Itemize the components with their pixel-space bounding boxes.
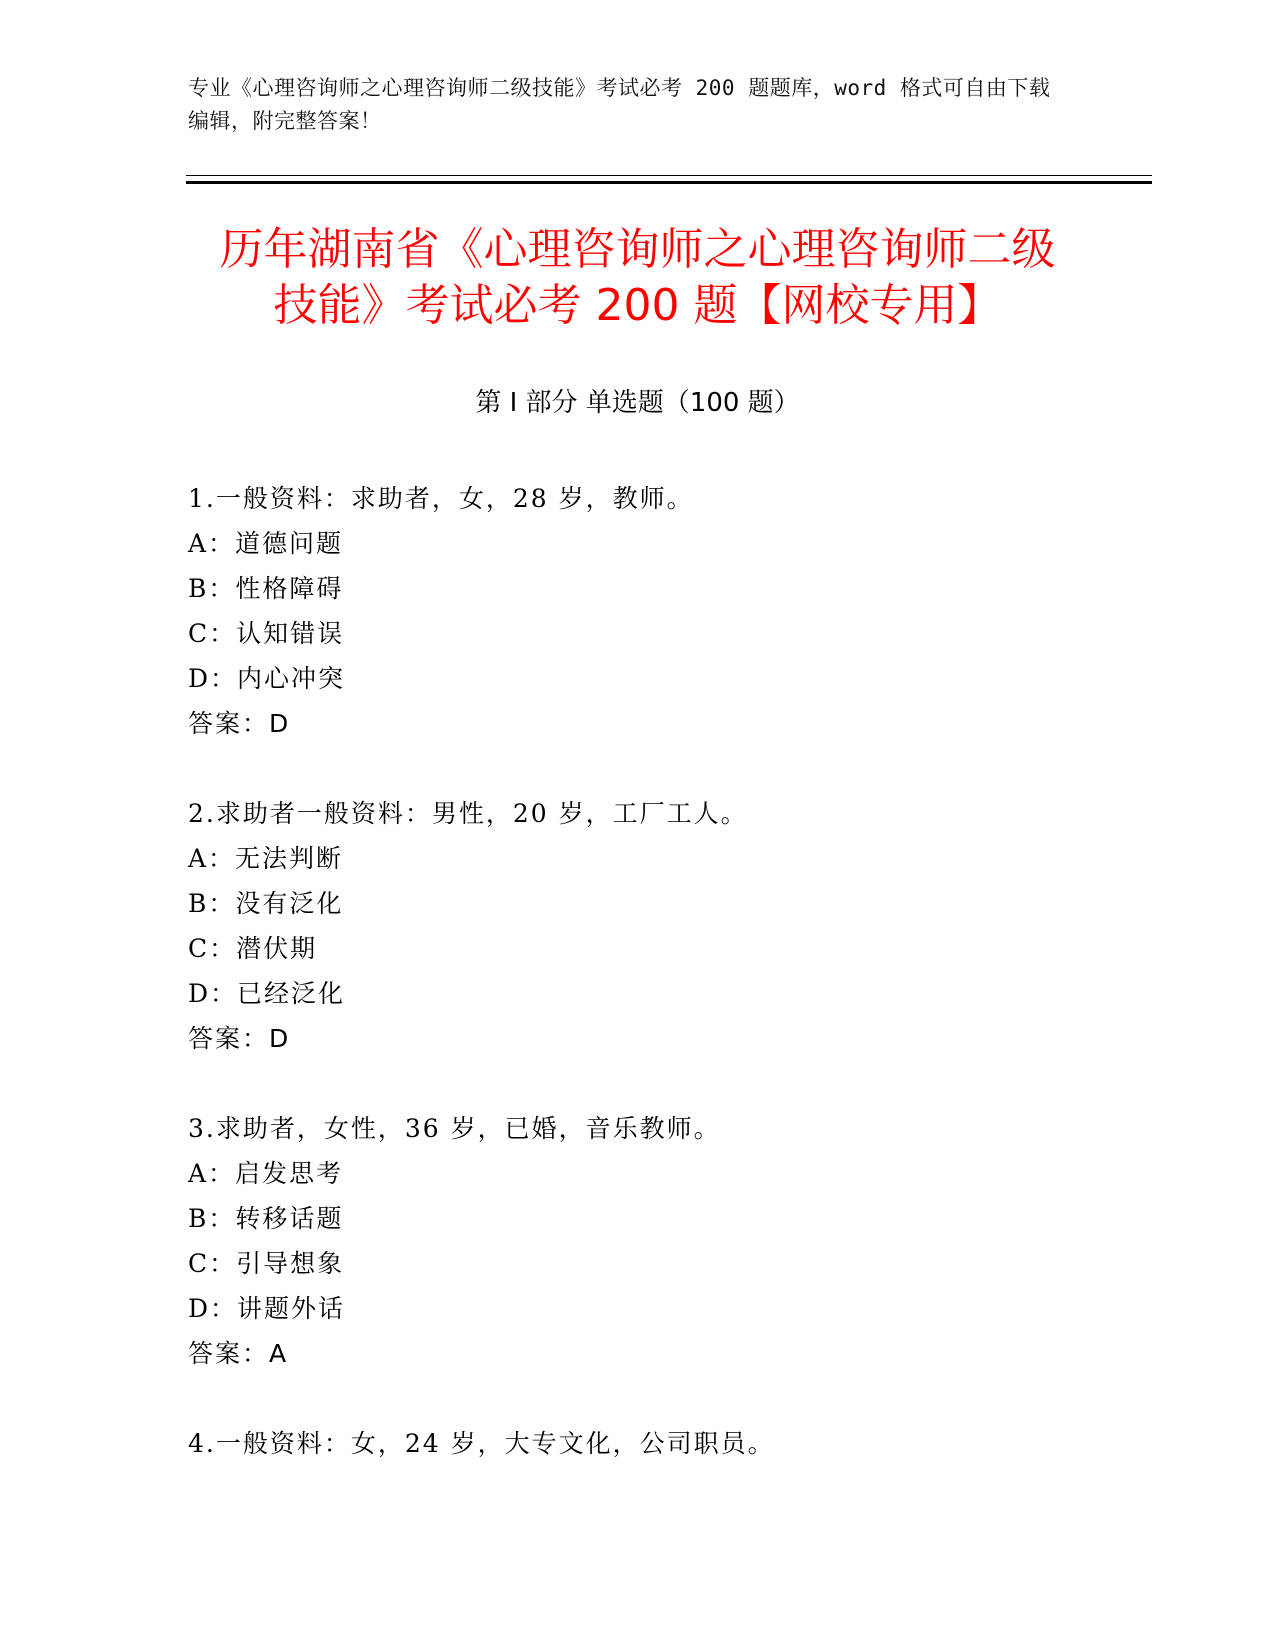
question-list xyxy=(188,476,1148,1511)
answer-label: 答案： xyxy=(188,1339,270,1368)
document-title xyxy=(150,222,1125,334)
option-c: C：引导想象 xyxy=(188,1249,345,1278)
answer-label: 答案： xyxy=(188,709,270,738)
option-a: A：道德问题 xyxy=(188,529,344,558)
option-a: A：无法判断 xyxy=(188,844,344,873)
answer-value: D xyxy=(269,1024,289,1053)
answer-value: A xyxy=(269,1339,287,1368)
answer-value: D xyxy=(269,709,289,738)
answer-line xyxy=(188,1331,1148,1376)
header-rule-thin xyxy=(186,175,1152,176)
question-1 xyxy=(188,476,1148,746)
header-rule-thick xyxy=(186,181,1152,184)
answer-line xyxy=(188,701,1148,746)
question-3 xyxy=(188,1106,1148,1376)
section-title: 第 I 部分 单选题（100 题） xyxy=(475,388,800,418)
header-note: 专业《心理咨询师之心理咨询师二级技能》考试必考 200 题题库，word 格式可自由下载编辑，附完整答案！ xyxy=(188,76,1051,133)
question-stem: 4.一般资料：女，24 岁，大专文化，公司职员。 xyxy=(188,1429,775,1458)
title-line-1: 历年湖南省《心理咨询师之心理咨询师二级 xyxy=(219,224,1056,275)
question-stem: 3.求助者，女性，36 岁，已婚，音乐教师。 xyxy=(188,1114,721,1143)
option-c: C：潜伏期 xyxy=(188,934,318,963)
option-d: D：已经泛化 xyxy=(188,979,346,1008)
option-d: D：内心冲突 xyxy=(188,664,346,693)
question-stem: 1.一般资料：求助者，女，28 岁，教师。 xyxy=(188,484,694,513)
option-b: B：转移话题 xyxy=(188,1204,344,1233)
option-b: B：性格障碍 xyxy=(188,574,344,603)
question-4 xyxy=(188,1421,1148,1466)
option-d: D：讲题外话 xyxy=(188,1294,346,1323)
option-c: C：认知错误 xyxy=(188,619,345,648)
title-line-2: 技能》考试必考 200 题【网校专用】 xyxy=(273,280,1002,331)
option-a: A：启发思考 xyxy=(188,1159,344,1188)
question-2 xyxy=(188,791,1148,1061)
answer-line xyxy=(188,1016,1148,1061)
answer-label: 答案： xyxy=(188,1024,270,1053)
question-stem: 2.求助者一般资料：男性，20 岁，工厂工人。 xyxy=(188,799,748,828)
option-b: B：没有泛化 xyxy=(188,889,344,918)
